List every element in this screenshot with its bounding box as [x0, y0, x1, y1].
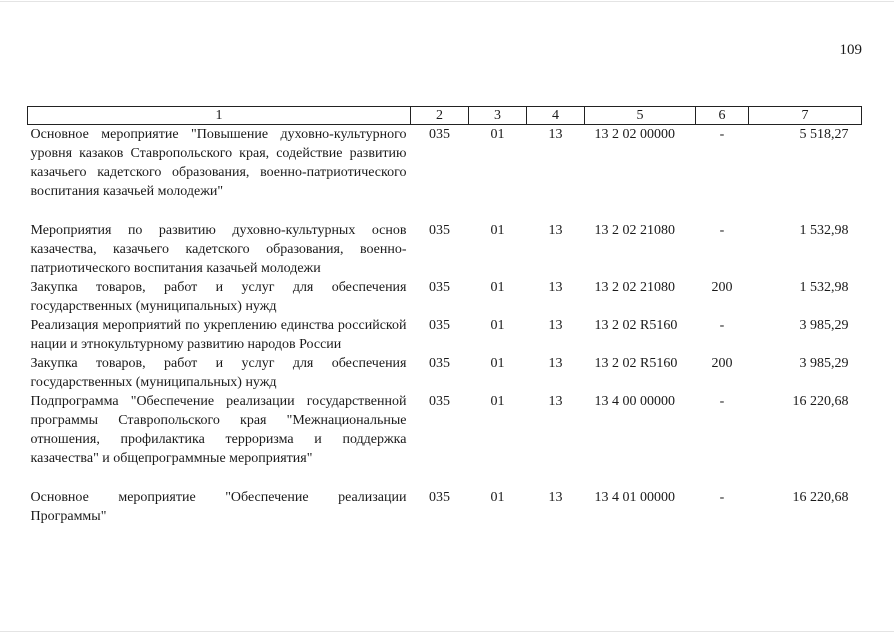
row-section-code: 01 — [490, 394, 505, 409]
table-row — [28, 316, 862, 354]
row-name: Закупка товаров, работ и услуг для обеспечения государственных (муниципальных) нужд — [30, 280, 407, 314]
row-ministry-code: 035 — [429, 127, 450, 142]
row-target-article: 13 2 02 21080 — [594, 280, 675, 295]
row-target-article: 13 4 00 00000 — [594, 394, 675, 409]
row-section-code: 01 — [490, 280, 505, 295]
header-col-2: 2 — [411, 107, 469, 125]
table-row — [28, 488, 862, 526]
scan-edge-bottom — [0, 631, 894, 632]
row-ministry-code: 035 — [429, 223, 450, 238]
row-ministry-code: 035 — [429, 394, 450, 409]
row-ministry-code: 035 — [429, 490, 450, 505]
row-subsection-code: 13 — [548, 127, 563, 142]
row-subsection-code: 13 — [548, 490, 563, 505]
row-amount: 3 985,29 — [799, 318, 849, 333]
row-subsection-code: 13 — [548, 318, 563, 333]
row-expense-type: - — [719, 223, 725, 238]
row-expense-type: - — [719, 318, 725, 333]
row-expense-type: - — [719, 127, 725, 142]
row-name: Основное мероприятие "Обеспечение реализации Программы" — [30, 490, 407, 524]
row-name: Мероприятия по развитию духовно-культурных основ казачества, казачьего кадетского образования, военно-патриотического воспитания казачьей молодежи — [30, 223, 407, 276]
header-col-3: 3 — [469, 107, 527, 125]
row-subsection-code: 13 — [548, 223, 563, 238]
row-target-article: 13 2 02 21080 — [594, 223, 675, 238]
header-col-1: 1 — [28, 107, 411, 125]
page-number: 109 — [839, 42, 862, 58]
row-target-article: 13 2 02 R5160 — [594, 318, 678, 333]
table-row — [28, 392, 862, 488]
row-subsection-code: 13 — [548, 394, 563, 409]
row-amount: 5 518,27 — [799, 127, 849, 142]
row-ministry-code: 035 — [429, 356, 450, 371]
budget-table — [27, 106, 862, 526]
header-col-5: 5 — [585, 107, 696, 125]
row-target-article: 13 4 01 00000 — [594, 490, 675, 505]
row-section-code: 01 — [490, 318, 505, 333]
row-amount: 1 532,98 — [799, 280, 849, 295]
row-section-code: 01 — [490, 356, 505, 371]
row-amount: 16 220,68 — [792, 394, 849, 409]
row-subsection-code: 13 — [548, 356, 563, 371]
row-amount: 3 985,29 — [799, 356, 849, 371]
scan-edge-top — [0, 1, 894, 2]
row-ministry-code: 035 — [429, 318, 450, 333]
table-row — [28, 354, 862, 392]
row-section-code: 01 — [490, 127, 505, 142]
row-subsection-code: 13 — [548, 280, 563, 295]
row-target-article: 13 2 02 R5160 — [594, 356, 678, 371]
row-ministry-code: 035 — [429, 280, 450, 295]
header-col-6: 6 — [696, 107, 749, 125]
row-expense-type: - — [719, 394, 725, 409]
table-row — [28, 125, 862, 222]
header-col-4: 4 — [527, 107, 585, 125]
row-section-code: 01 — [490, 490, 505, 505]
row-name: Основное мероприятие "Повышение духовно-культурного уровня казаков Ставропольского края, содействие развитию казачьего кадетского образования, военно-патриотического воспитания казачьей молодежи" — [30, 127, 407, 199]
row-name: Подпрограмма "Обеспечение реализации государственной программы Ставропольского края "Межнациональные отношения, профилактика терроризма и поддержка казачества" и общепрограммные мероприятия" — [30, 394, 407, 466]
row-section-code: 01 — [490, 223, 505, 238]
row-expense-type: 200 — [711, 356, 733, 371]
header-col-7: 7 — [749, 107, 862, 125]
table-row — [28, 221, 862, 278]
row-expense-type: 200 — [711, 280, 733, 295]
row-amount: 1 532,98 — [799, 223, 849, 238]
row-name: Закупка товаров, работ и услуг для обеспечения государственных (муниципальных) нужд — [30, 356, 407, 390]
table-row — [28, 278, 862, 316]
row-name: Реализация мероприятий по укреплению единства российской нации и этнокультурному развитию народов России — [30, 318, 407, 352]
row-amount: 16 220,68 — [792, 490, 849, 505]
table-header-row — [28, 107, 862, 125]
row-expense-type: - — [719, 490, 725, 505]
row-target-article: 13 2 02 00000 — [594, 127, 675, 142]
